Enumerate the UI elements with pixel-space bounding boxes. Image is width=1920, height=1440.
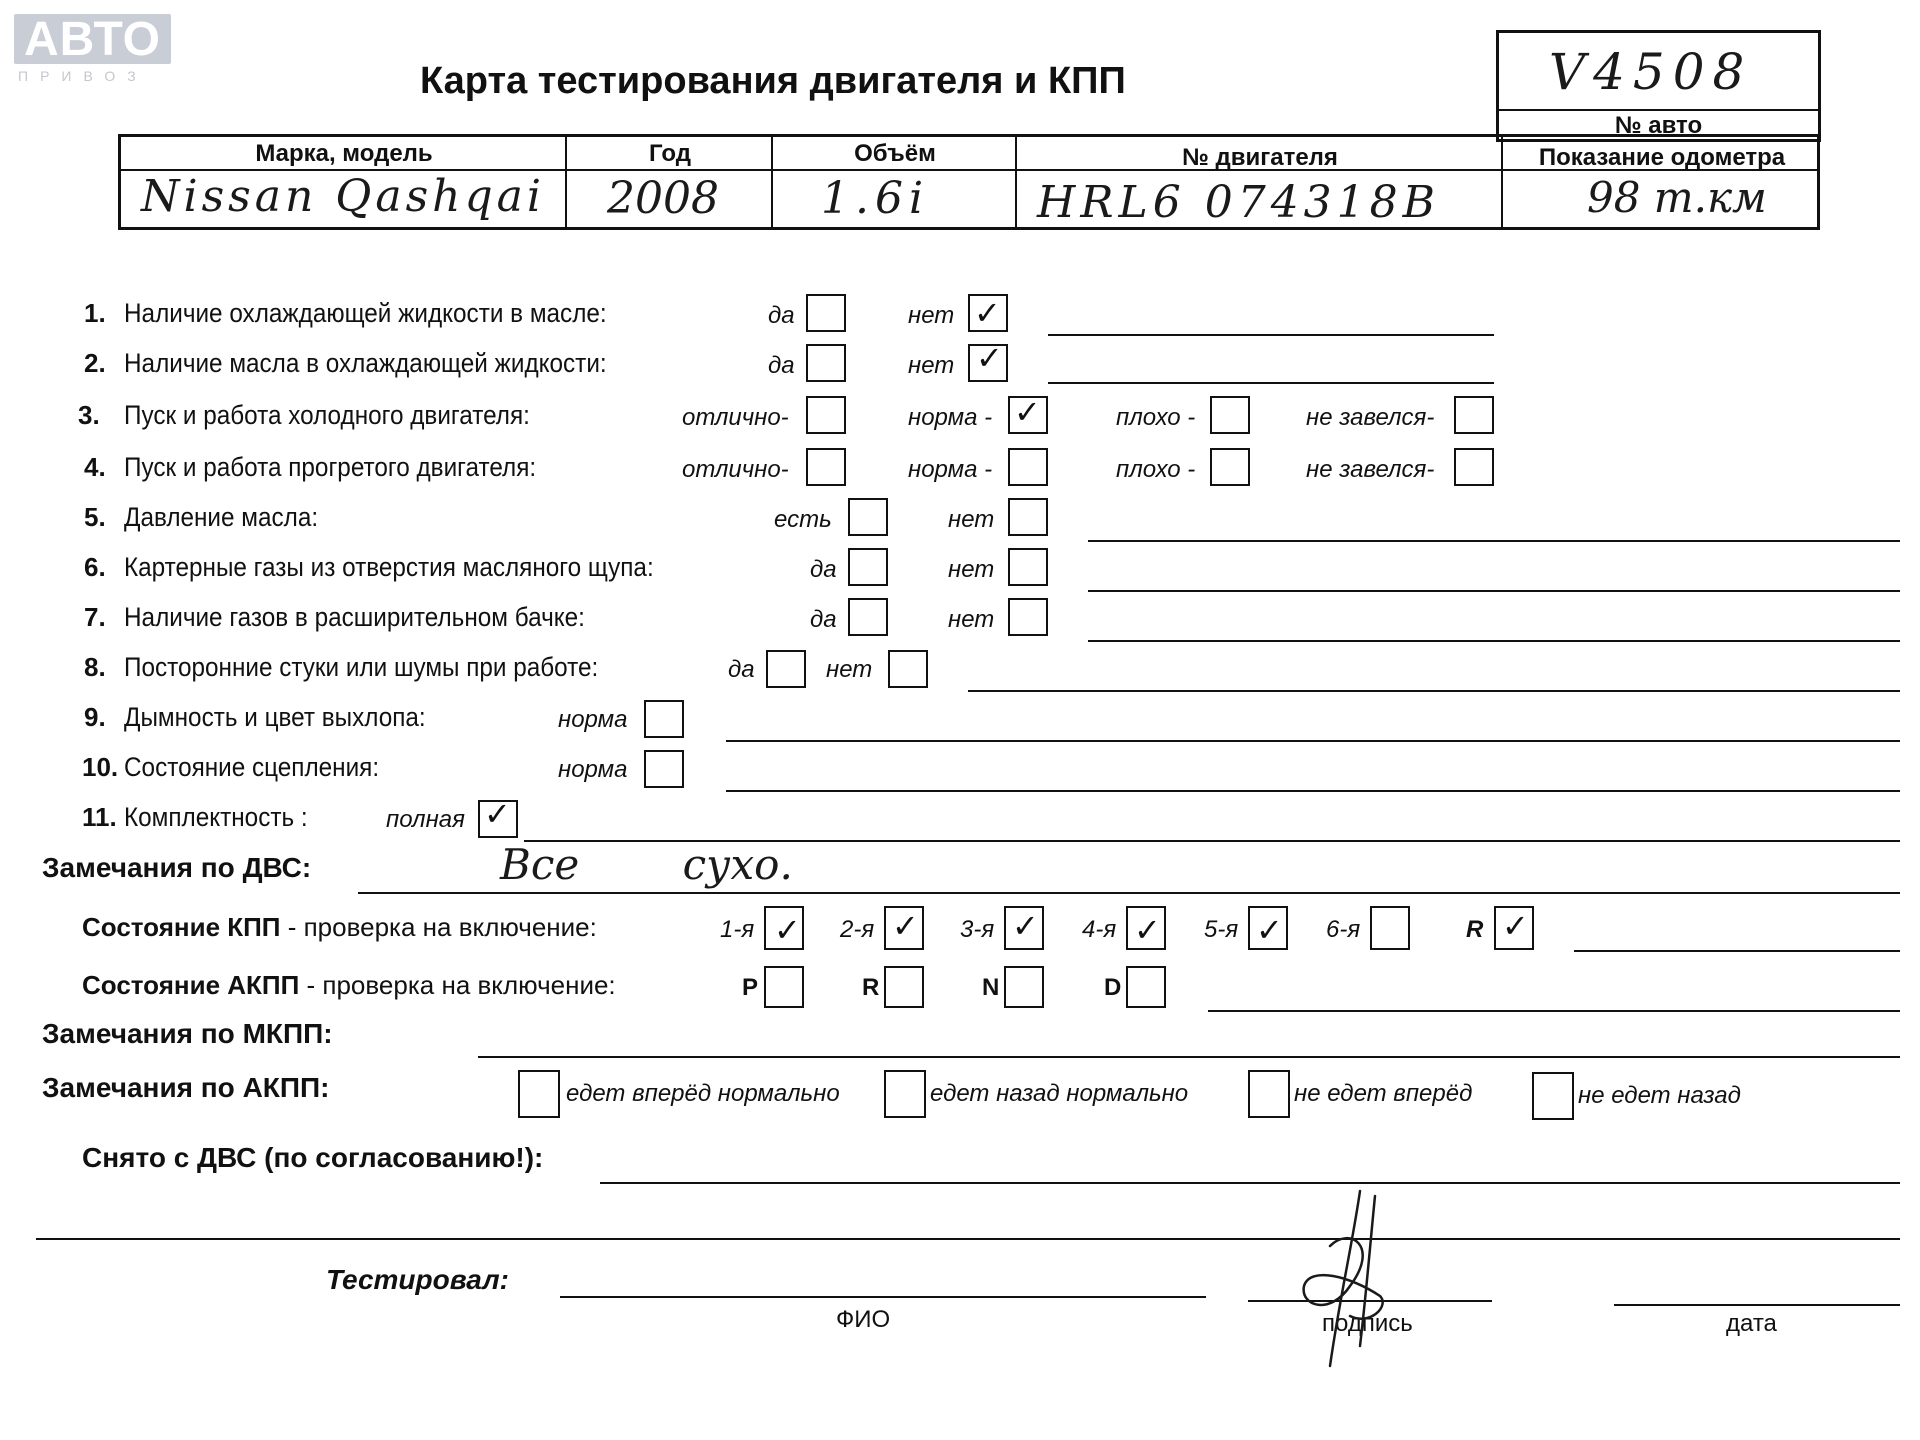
option-label: отлично-	[682, 456, 789, 483]
mode-label: P	[742, 974, 759, 1001]
akpp-option-label: не едет назад	[1578, 1082, 1741, 1109]
header-year: Год	[649, 140, 691, 167]
check-mark-icon: ✓	[774, 911, 801, 949]
check-mark-icon: ✓	[1012, 907, 1039, 945]
row-label: Наличие охлаждающей жидкости в масле:	[124, 298, 607, 328]
checkbox-no[interactable]	[968, 294, 1008, 332]
checkbox-forward-ok[interactable]	[518, 1070, 560, 1118]
option-label: плохо -	[1116, 456, 1196, 483]
checkbox-no[interactable]	[968, 339, 1008, 382]
header-brand-model: Марка, модель	[255, 140, 433, 167]
checkbox-gear-2[interactable]	[884, 906, 924, 950]
row-number: 9.	[84, 702, 106, 732]
checkbox-reverse-ok[interactable]	[884, 1070, 926, 1118]
kpp-label: Состояние КПП	[82, 912, 281, 942]
checkbox-excellent[interactable]	[806, 448, 846, 486]
check-row-4	[0, 448, 1920, 492]
checkbox-bad[interactable]	[1210, 448, 1250, 486]
mode-label: D	[1104, 974, 1122, 1001]
row-number: 10.	[82, 752, 119, 782]
check-mark-icon: ✓	[1256, 911, 1283, 949]
kpp-row	[0, 906, 1920, 956]
engine-number-value[interactable]: HRL6 074318B	[1037, 177, 1440, 228]
checkbox-gear-4[interactable]	[1126, 906, 1166, 950]
row-number: 11.	[82, 802, 117, 832]
check-mark-icon: ✓	[892, 907, 919, 945]
row-number: 2.	[84, 348, 106, 378]
checkbox-mode-n[interactable]	[1004, 966, 1044, 1008]
akpp-remarks-row	[0, 1070, 1920, 1124]
checkbox-yes[interactable]	[806, 344, 846, 382]
akpp-option-label: не едет вперёд	[1294, 1080, 1473, 1107]
option-label: плохо -	[1116, 404, 1196, 431]
tested-by-label: Тестировал:	[326, 1264, 509, 1295]
gear-label: 2-я	[840, 916, 875, 943]
checkbox-gear-5[interactable]	[1248, 906, 1288, 950]
gear-label: 5-я	[1204, 916, 1239, 943]
check-row-7	[0, 598, 1920, 642]
gear-label: 3-я	[960, 916, 995, 943]
checkbox-yes[interactable]	[848, 598, 888, 636]
signature-scribble-icon	[1290, 1186, 1410, 1376]
option-label: нет	[826, 656, 873, 683]
check-row-2	[0, 339, 1920, 388]
auto-number-value[interactable]: V4508	[1549, 43, 1753, 101]
checkbox-normal[interactable]	[644, 750, 684, 788]
option-label: не завелся-	[1306, 404, 1435, 431]
akpp-label-rest: - проверка на включение:	[299, 970, 616, 1000]
check-mark-icon: ✓	[1014, 393, 1041, 431]
gear-label: R	[1466, 916, 1484, 943]
fio-caption: ФИО	[836, 1306, 891, 1333]
checkbox-gear-6[interactable]	[1370, 906, 1410, 950]
checkbox-not-started[interactable]	[1454, 396, 1494, 434]
row-number: 6.	[84, 552, 106, 582]
row-label: Картерные газы из отверстия масляного щупа:	[124, 552, 654, 582]
checkbox-no-forward[interactable]	[1248, 1070, 1290, 1118]
gear-label: 1-я	[720, 916, 755, 943]
checkbox-gear-1[interactable]	[764, 906, 804, 950]
check-row-5	[0, 498, 1920, 542]
logo	[14, 14, 171, 84]
signature-caption: подпись	[1322, 1310, 1413, 1337]
row-label: Давление масла:	[124, 502, 319, 532]
vehicle-info-table	[118, 134, 1820, 230]
checkbox-bad[interactable]	[1210, 396, 1250, 434]
option-label: норма -	[908, 404, 993, 431]
check-row-11	[0, 795, 1920, 842]
option-label: не завелся-	[1306, 456, 1435, 483]
option-label: отлично-	[682, 404, 789, 431]
option-label: норма -	[908, 456, 993, 483]
row-label: Состояние сцепления:	[124, 752, 380, 782]
row-label: Посторонние стуки или шумы при работе:	[124, 652, 599, 682]
header-volume: Объём	[854, 140, 936, 167]
option-label: норма	[558, 756, 628, 783]
check-row-9	[0, 698, 1920, 742]
option-label: да	[810, 606, 837, 633]
gear-label: 6-я	[1326, 916, 1361, 943]
header-odometer: Показание одометра	[1538, 144, 1786, 171]
checkbox-no[interactable]	[888, 650, 928, 688]
akpp-option-label: едет вперёд нормально	[566, 1080, 840, 1107]
row-label: Наличие газов в расширительном бачке:	[124, 602, 585, 632]
option-label: нет	[948, 556, 995, 583]
akpp-row	[0, 964, 1920, 1014]
check-mark-icon: ✓	[1134, 911, 1161, 949]
checkbox-mode-p[interactable]	[764, 966, 804, 1008]
check-mark-icon: ✓	[1502, 907, 1529, 945]
dvs-remarks-value[interactable]: Все сухо.	[500, 840, 793, 889]
check-row-3	[0, 393, 1920, 440]
row-number: 1.	[84, 298, 106, 328]
akpp-remarks-label: Замечания по АКПП:	[42, 1072, 330, 1103]
checkbox-yes[interactable]	[848, 548, 888, 586]
row-number: 8.	[84, 652, 106, 682]
header-engine-number: № двигателя	[1182, 144, 1338, 171]
checkbox-gear-r[interactable]	[1494, 906, 1534, 950]
row-label: Наличие масла в охлаждающей жидкости:	[124, 348, 607, 378]
option-label: полная	[386, 806, 465, 833]
gear-label: 4-я	[1082, 916, 1117, 943]
year-value[interactable]: 2008	[607, 173, 719, 224]
logo-text: АВТО	[14, 14, 171, 64]
option-label: нет	[948, 606, 995, 633]
option-label: да	[768, 302, 795, 329]
row-label: Комплектность :	[124, 802, 308, 832]
checkbox-excellent[interactable]	[806, 396, 846, 434]
checkbox-no[interactable]	[1008, 598, 1048, 636]
row-number: 5.	[84, 502, 106, 532]
check-row-8	[0, 648, 1920, 692]
option-label: нет	[908, 352, 955, 379]
kpp-label-rest: - проверка на включение:	[280, 912, 597, 942]
akpp-option-label: едет назад нормально	[930, 1080, 1189, 1107]
checkbox-yes[interactable]	[766, 650, 806, 688]
volume-value[interactable]: 1.6i	[821, 173, 930, 224]
checkbox-normal[interactable]	[644, 700, 684, 738]
row-label: Пуск и работа прогретого двигателя:	[124, 452, 537, 482]
row-label: Пуск и работа холодного двигателя:	[124, 400, 530, 430]
option-label: да	[728, 656, 755, 683]
option-label: есть	[774, 506, 832, 533]
date-caption: дата	[1726, 1310, 1777, 1337]
checkbox-gear-3[interactable]	[1004, 906, 1044, 950]
checkbox-not-started[interactable]	[1454, 448, 1494, 486]
checkbox-mode-d[interactable]	[1126, 966, 1166, 1008]
checkbox-complete[interactable]	[478, 795, 518, 838]
check-row-1	[0, 294, 1920, 338]
removed-label: Снято с ДВС (по согласованию!):	[82, 1142, 544, 1173]
mode-label: R	[862, 974, 880, 1001]
dvs-remarks-label: Замечания по ДВС:	[42, 852, 312, 883]
checkbox-mode-r[interactable]	[884, 966, 924, 1008]
checkbox-yes[interactable]	[806, 294, 846, 332]
checkbox-no-reverse[interactable]	[1532, 1072, 1574, 1120]
checkbox-normal[interactable]	[1008, 393, 1048, 434]
option-label: норма	[558, 706, 628, 733]
check-row-6	[0, 548, 1920, 592]
auto-number-box	[1496, 30, 1821, 142]
checkbox-no[interactable]	[1008, 498, 1048, 536]
page-title: Карта тестирования двигателя и КПП	[420, 60, 1126, 102]
odometer-value[interactable]: 98 т.км	[1587, 173, 1767, 222]
brand-model-value[interactable]: Nissan Qashqai	[141, 171, 545, 222]
option-label: нет	[948, 506, 995, 533]
row-number: 3.	[78, 400, 100, 430]
option-label: нет	[908, 302, 955, 329]
row-number: 4.	[84, 452, 106, 482]
option-label: да	[768, 352, 795, 379]
check-mark-icon: ✓	[976, 339, 1003, 377]
auto-number-label: № авто	[1614, 112, 1703, 139]
row-label: Дымность и цвет выхлопа:	[124, 702, 426, 732]
check-row-10	[0, 748, 1920, 792]
akpp-label: Состояние АКПП	[82, 970, 300, 1000]
checkbox-normal[interactable]	[1008, 448, 1048, 486]
mode-label: N	[982, 974, 1000, 1001]
checkbox-no[interactable]	[1008, 548, 1048, 586]
row-number: 7.	[84, 602, 106, 632]
mkpp-remarks-label: Замечания по МКПП:	[42, 1018, 333, 1049]
check-mark-icon: ✓	[484, 795, 511, 833]
checkbox-yes[interactable]	[848, 498, 888, 536]
check-mark-icon: ✓	[974, 294, 1001, 332]
option-label: да	[810, 556, 837, 583]
logo-subtext: ПРИВОЗ	[18, 68, 148, 84]
